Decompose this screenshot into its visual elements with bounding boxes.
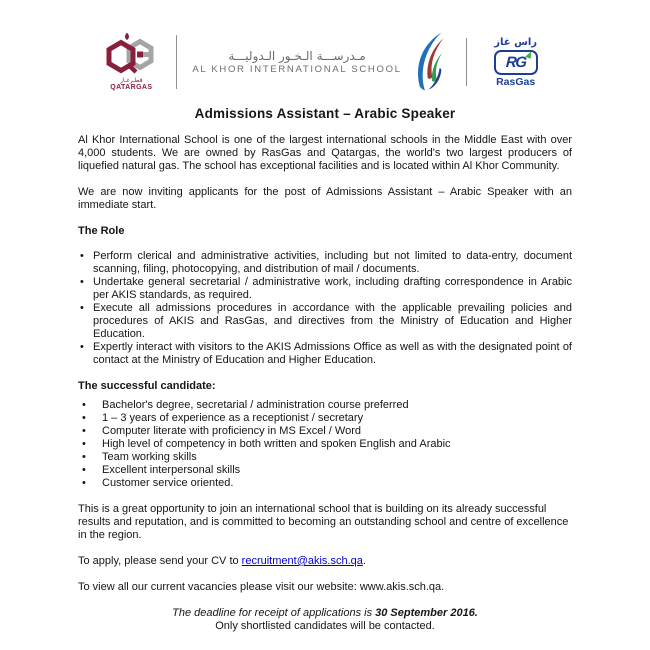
rasgas-logo	[481, 37, 551, 88]
rasgas-rg-icon	[494, 50, 538, 75]
apply-prefix: To apply, please send your CV to	[78, 555, 242, 567]
role-heading: The Role	[78, 225, 125, 237]
rasgas-arabic-label: راس غاز	[494, 36, 538, 48]
rasgas-leaf-icon	[525, 50, 533, 59]
list-item: • Team working skills	[78, 451, 572, 464]
list-item: • Customer service oriented.	[78, 477, 572, 490]
list-item: • Expertly interact with visitors to the AKIS Admissions Office as well as with the designated point of contact at the Ministry of Education and Higher Education.	[78, 341, 572, 367]
qatargas-logo	[99, 32, 163, 92]
list-item: • Computer literate with proficiency in MS Excel / Word	[78, 425, 572, 438]
qatargas-qg-icon	[103, 32, 159, 77]
intro-paragraph-2: We are now inviting applicants for the post of Admissions Assistant – Arabic Speaker with an immediate start.	[78, 186, 572, 211]
list-item: • Undertake general secretarial / administrative work, including drafting correspondence in Arabic per AKIS standards, as required.	[78, 276, 572, 302]
akis-flame-icon	[411, 31, 455, 93]
list-item: • 1 – 3 years of experience as a receptionist / secretary	[78, 412, 572, 425]
page-title: Admissions Assistant – Arabic Speaker	[194, 106, 456, 121]
list-item: • Bachelor's degree, secretarial / administration course preferred	[78, 399, 572, 412]
akis-school-name: AL KHOR INTERNATIONAL SCHOOL	[192, 64, 402, 75]
role-list	[78, 250, 572, 367]
apply-suffix: .	[362, 555, 366, 567]
deadline-line	[78, 607, 572, 620]
list-item: • Excellent interpersonal skills	[78, 464, 572, 477]
recruitment-email-link[interactable]: recruitment@akis.sch.qa	[241, 555, 363, 567]
rasgas-wordmark: RasGas	[496, 75, 536, 88]
shortlist-note: Only shortlisted candidates will be contacted.	[215, 620, 435, 632]
header-divider	[466, 38, 467, 86]
akis-name-block	[192, 49, 401, 75]
vacancies-line: To view all our current vacancies please visit our website: www.akis.sch.qa.	[78, 581, 445, 593]
logo-header	[78, 26, 572, 98]
header-divider	[176, 35, 177, 89]
qatargas-wordmark: QATARGAS	[110, 84, 153, 91]
deadline-prefix: The deadline for receipt of applications is	[172, 607, 376, 619]
intro-paragraph-1: Al Khor International School is one of the largest international schools in the Middle East with over 4,000 students. We are owned by RasGas and Qatargas, the world's two largest producers of liquefied natural gas. The school has exceptional facilities and is located within Al Khor Community.	[78, 134, 572, 172]
list-item: • High level of competency in both written and spoken English and Arabic	[78, 438, 572, 451]
closing-paragraph: This is a great opportunity to join an international school that is building on its already successful results and reputation, and is committed to becoming an outstanding school and centre of excellence in the region.	[78, 503, 569, 541]
candidate-heading: The successful candidate:	[78, 380, 216, 392]
akis-arabic-label: مـدرســـة الـخـور الـدوليـــة	[228, 49, 366, 63]
deadline-date: 30 September 2016.	[375, 607, 478, 619]
akis-logo	[192, 31, 454, 93]
candidate-list	[78, 399, 572, 490]
droplet-icon	[125, 33, 129, 41]
rasgas-monogram: RG	[505, 53, 527, 71]
apply-line	[78, 555, 572, 568]
qatargas-arabic-label: قطـرغـاز	[120, 77, 143, 84]
list-item: • Execute all admissions procedures in accordance with the applicable prevailing policies and procedures of AKIS and RasGas, and directives from the Ministry of Education and Higher Education.	[78, 302, 572, 341]
list-item: • Perform clerical and administrative activities, including but not limited to data-entry, document scanning, filing, photocopying, and distribution of mail / documents.	[78, 250, 572, 276]
